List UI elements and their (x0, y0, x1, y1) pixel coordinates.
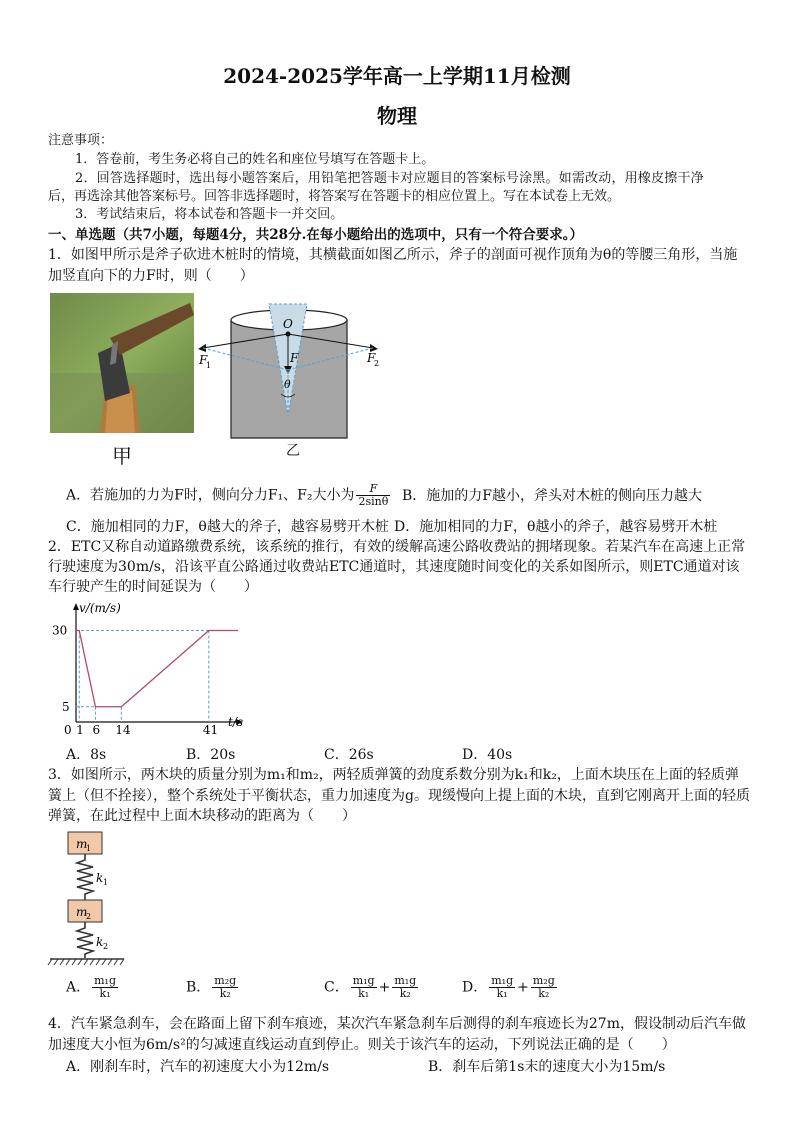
axe-photo (50, 293, 194, 433)
x-tick-1: 1 (76, 723, 84, 737)
x-tick-6: 6 (92, 723, 101, 737)
q3-stem-line3: 弹簧，在此过程中上面木块移动的距离为（ ） (48, 808, 356, 824)
svg-text:m: m (76, 837, 88, 851)
y-tick-5: 5 (62, 699, 70, 714)
q1-option-a-fraction: $\frac{F}{2\sin\theta}$ (358, 482, 389, 508)
subject-title: 物理 (377, 104, 417, 128)
x-tick-41: 41 (202, 723, 219, 737)
q2-stem-line2: 行驶速度为30m/s，沿该平直公路通过收费站ETC通道时，其速度随时间变化的关系如图所示，则ETC通道对该 (48, 559, 740, 575)
force-f1-label: F (199, 353, 208, 367)
y-axis-label: v/(m/s) (79, 601, 121, 615)
q4-stem-line2: 加速度大小恒为6m/s²的匀减速直线运动直到停止。则关于该汽车的运动，下列说法正确的是（ ） (48, 1037, 676, 1053)
notice-heading: 注意事项： (48, 133, 114, 148)
force-f-label: F (290, 351, 299, 365)
force-f1-sub: 1 (206, 361, 212, 370)
q2-stem-line3: 车行驶产生的时间延误为（ ） (48, 579, 258, 595)
spring-k2 (77, 922, 93, 958)
q3-option-a[interactable]: A． $\frac{\text{m₁g}}{\text{k₁}}$ (66, 974, 117, 1000)
fig-jia-label: 甲 (112, 444, 132, 468)
x-tick-0: 0 (64, 723, 72, 737)
q1-option-d[interactable]: D．施加相同的力F，θ越小的斧子，越容易劈开木桩 (394, 519, 718, 535)
svg-text:m: m (76, 905, 88, 919)
q1-stem-line1: 1．如图甲所示是斧子砍进木桩时的情境，其横截面如图乙所示，斧子的剖面可视作顶角为θ的等腰三角形，当施 (48, 247, 738, 263)
q1-option-a-text: A．若施加的力为F时，侧向分力F₁、F₂大小为 (66, 487, 355, 504)
notice-item-2: 2．回答选择题时，选出每小题答案后，用铅笔把答题卡对应题目的答案标号涂黑。如需改动，用橡皮擦干净 (75, 171, 704, 186)
q4-stem-line1: 4．汽车紧急刹车，会在路面上留下刹车痕迹，某次汽车紧急刹车后测得的刹车痕迹长为27m，假设制动后汽车做 (48, 1016, 746, 1032)
svg-text:k: k (96, 935, 104, 949)
q3-option-c[interactable]: C． $\frac{\text{m₁g}}{\text{k₁}}$ + $\frac{\text{m₁g}}{\text{k₂}}$ (324, 974, 417, 1000)
x-axis-label: t/s (228, 715, 244, 729)
spring-k1 (77, 854, 93, 900)
q2-stem-line1: 2．ETC又称自动道路缴费系统，该系统的推行，有效的缓解高速公路收费站的拥堵现象。若某汽车在高速上正常 (48, 539, 746, 555)
q2-option-d[interactable]: D．40s (462, 747, 513, 763)
notice-item-2-cont: 后，再选涂其他答案标号。回答非选择题时，将答案写在答题卡的相应位置上。写在本试卷上无效。 (48, 189, 621, 204)
q2-option-c[interactable]: C．26s (324, 747, 374, 763)
q3-option-d[interactable]: D． $\frac{\text{m₁g}}{\text{k₁}}$ + $\frac{\text{m₂g}}{\text{k₂}}$ (462, 974, 555, 1000)
q1-option-b[interactable]: B．施加的力F越小，斧头对木桩的侧向压力越大 (402, 488, 703, 504)
q2-option-a[interactable]: A．8s (66, 747, 107, 763)
velocity-time-chart (46, 600, 266, 740)
q3-stem-line2: 簧上（但不拴接），整个系统处于平衡状态，重力加速度为g。现缓慢向上提上面的木块，直到它刚离开上面的轻质 (48, 788, 750, 804)
svg-text:2: 2 (103, 942, 109, 951)
y-tick-30: 30 (52, 623, 68, 638)
force-f2-label: F (367, 351, 376, 365)
svg-text:k: k (96, 871, 104, 885)
svg-text:1: 1 (86, 844, 92, 853)
q3-option-b[interactable]: B． $\frac{\text{m₂g}}{\text{k₂}}$ (186, 974, 237, 1000)
fig-yi-label: 乙 (286, 443, 300, 459)
axe-cross-section-diagram (195, 298, 395, 458)
theta-label: θ (284, 378, 291, 391)
notice-item-1: 1．答卷前，考生务必将自己的姓名和座位号填写在答题卡上。 (75, 152, 435, 167)
exam-title: 2024-2025学年高一上学期11月检测 (223, 64, 571, 88)
x-tick-14: 14 (115, 723, 131, 737)
q4-option-b[interactable]: B．刹车后第1s末的速度大小为15m/s (428, 1059, 666, 1075)
q1-stem-line2: 加竖直向下的力F时，则（ ） (48, 268, 254, 284)
force-f2-sub: 2 (374, 359, 380, 368)
spring-block-diagram (46, 828, 146, 970)
q3-stem-line1: 3．如图所示，两木块的质量分别为m₁和m₂，两轻质弹簧的劲度系数分别为k₁和k₂，上面木块压在上面的轻质弹 (48, 767, 739, 783)
q2-option-b[interactable]: B．20s (186, 747, 236, 763)
q4-option-a[interactable]: A．刚刹车时，汽车的初速度大小为12m/s (66, 1059, 330, 1075)
section-heading: 一、单选题（共7小题，每题4分，共28分.在每小题给出的选项中，只有一个符合要求。） (48, 227, 584, 243)
notice-item-3: 3．考试结束后，将本试卷和答题卡一并交回。 (75, 207, 344, 222)
q1-option-a[interactable] (66, 483, 392, 508)
svg-text:2: 2 (86, 912, 92, 921)
velocity-series-line (76, 631, 238, 707)
point-o-label: O (283, 317, 293, 331)
q1-option-c[interactable]: C．施加相同的力F，θ越大的斧子，越容易劈开木桩 (66, 519, 389, 535)
svg-text:1: 1 (103, 878, 109, 887)
